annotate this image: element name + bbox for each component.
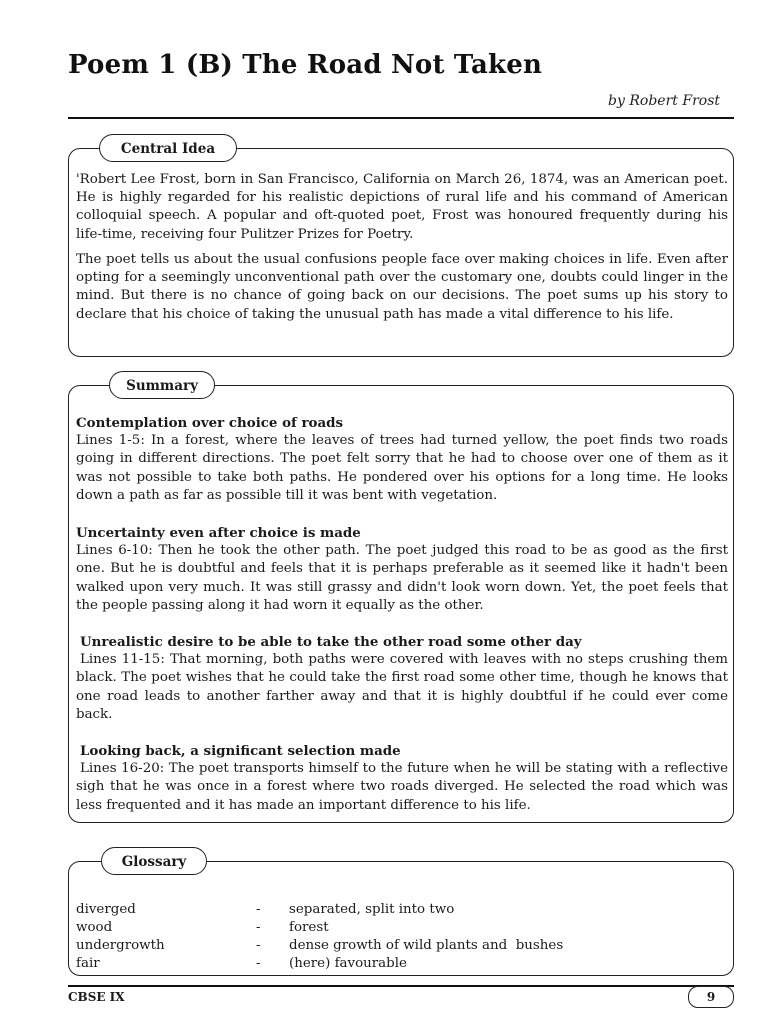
glossary-dash: - [256,956,261,971]
summary-section-1-heading: Contemplation over choice of roads [76,415,344,431]
glossary-row [76,919,716,937]
glossary-dash: - [256,902,261,917]
glossary-definition: forest [289,920,329,935]
summary-section-4-heading: Looking back, a significant selection made [80,743,401,759]
footer-label: CBSE IX [68,990,125,1004]
summary-box [68,378,734,823]
glossary-definition: separated, split into two [289,902,455,917]
footer-divider [68,985,734,987]
central-idea-box [68,141,734,357]
summary-section-4 [76,742,728,815]
glossary-dash: - [256,920,261,935]
summary-section-2 [76,524,728,615]
glossary-row [76,901,716,919]
glossary-tab: Glossary [101,847,207,875]
glossary-term: undergrowth [76,938,165,953]
glossary-term: wood [76,920,113,935]
summary-section-3-body: Lines 11-15: That morning, both paths were covered with leaves with no steps crushing them black. The poet wishes that he could take the first road some other time, though he knows that one road leads to another farther away and that it is highly doubtful if he could ever come back. [76,652,728,722]
summary-section-3 [76,633,728,724]
glossary-dash: - [256,938,261,953]
page-number: 9 [688,986,734,1008]
glossary-row [76,937,716,955]
summary-section-2-heading: Uncertainty even after choice is made [76,525,361,541]
glossary-box [68,854,734,976]
glossary-row [76,955,716,973]
glossary-term: diverged [76,902,136,917]
author-line: by Robert Frost [608,93,720,109]
summary-section-3-heading: Unrealistic desire to be able to take the other road some other day [80,634,582,650]
glossary-definition: dense growth of wild plants and bushes [289,938,564,953]
glossary-definition: (here) favourable [289,956,407,971]
page-title: Poem 1 (B) The Road Not Taken [68,50,543,80]
glossary-term: fair [76,956,100,971]
central-idea-paragraph-2: The poet tells us about the usual confusions people face over making choices in life. Even after opting for a seemingly unconventional path over the customary one, doubts could linger in the mind. But there is no chance of going back on our decisions. The poet sums up his story to declare that his choice of taking the unusual path has made a vital difference to his life. [76,252,728,322]
central-idea-paragraph-1: 'Robert Lee Frost, born in San Francisco, California on March 26, 1874, was an American poet. He is highly regarded for his realistic depictions of rural life and his command of American colloquial speech. A popular and oft-quoted poet, Frost was honoured frequently during his life-time, receiving four Pulitzer Prizes for Poetry. [76,172,728,242]
summary-tab: Summary [109,371,215,399]
summary-section-2-body: Lines 6-10: Then he took the other path. The poet judged this road to be as good as the first one. But he is doubtful and feels that it is perhaps preferable as it seemed like it hadn't been walked upon very much. It was still grassy and didn't look worn down. Yet, the poet feels that the people passing along it had worn it equally as the other. [76,543,728,613]
summary-section-1-body: Lines 1-5: In a forest, where the leaves of trees had turned yellow, the poet finds two roads going in different directions. The poet felt sorry that he had to choose over one of them as it was not possible to take both paths. He pondered over his options for a long time. He looks down a path as far as possible till it was bent with vegetation. [76,433,728,503]
summary-section-1 [76,414,728,505]
summary-section-4-body: Lines 16-20: The poet transports himself to the future when he will be stating with a reflective sigh that he was once in a forest where two roads diverged. He selected the road which was less frequented and it has made an important difference to his life. [76,761,728,813]
central-idea-tab: Central Idea [99,134,237,162]
header-divider [68,117,734,119]
